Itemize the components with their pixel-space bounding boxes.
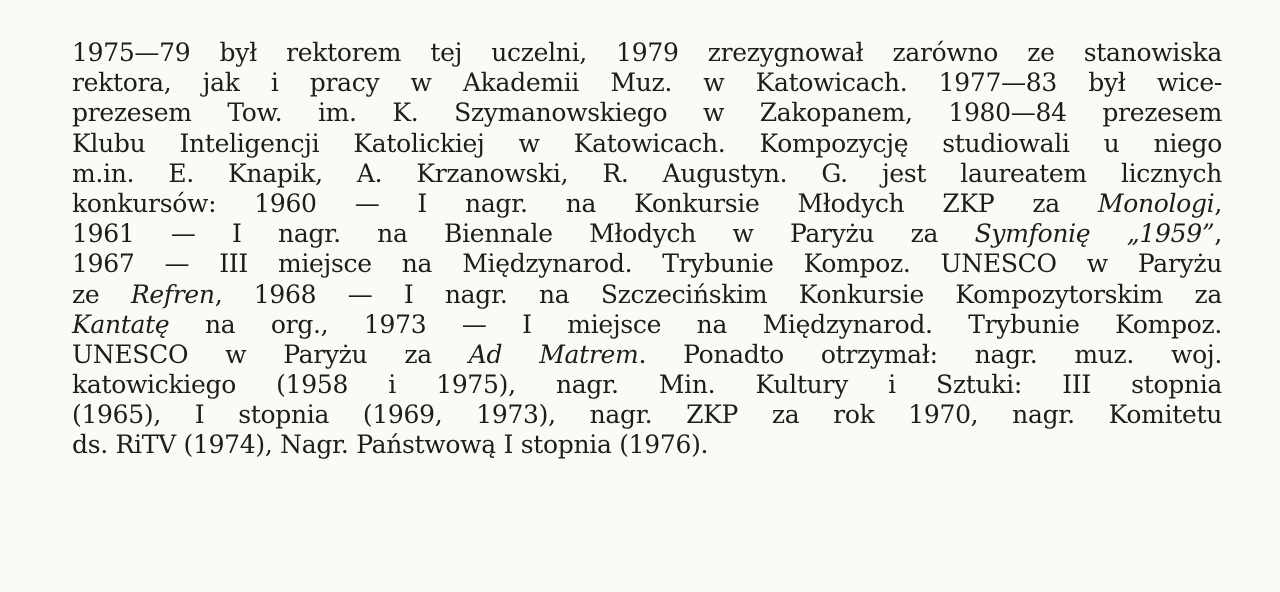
text-segment: UNESCO w Paryżu za <box>72 339 469 369</box>
text-line-4 <box>72 129 1222 159</box>
text-line-5 <box>72 159 1222 189</box>
text-segment: 1961 — I nagr. na Biennale Młodych w Paryżu za <box>72 219 975 249</box>
text-segment: , 1968 — I nagr. na Szczecińskim Konkursie Kompozytorskim za <box>214 279 1222 309</box>
text-segment: konkursów: 1960 — I nagr. na Konkursie Młodych ZKP za <box>72 188 1098 218</box>
work-title: Refren <box>130 279 215 309</box>
text-line-3 <box>72 98 1222 128</box>
text-line-12 <box>72 370 1222 400</box>
text-line-9 <box>72 280 1222 310</box>
work-title: Ad Matrem <box>468 339 639 369</box>
biography-paragraph <box>72 38 1222 461</box>
text-line-11 <box>72 340 1222 370</box>
text-segment: (1965), I stopnia (1969, 1973), nagr. ZKP za rok 1970, nagr. Komitetu <box>72 400 1222 430</box>
text-segment: , <box>1214 219 1222 249</box>
text-segment: Klubu Inteligencji Katolickiej w Katowicach. Kompozycję studiowali u niego <box>72 128 1222 158</box>
text-segment: 1967 — III miejsce na Międzynarod. Trybunie Kompoz. UNESCO w Paryżu <box>72 249 1222 279</box>
text-segment: , <box>1214 188 1222 218</box>
text-line-6 <box>72 189 1222 219</box>
work-title: Monologi <box>1097 188 1215 218</box>
work-title: Kantatę <box>72 309 170 339</box>
text-line-10 <box>72 310 1222 340</box>
text-line-8 <box>72 249 1222 279</box>
text-segment: na org., 1973 — I miejsce na Międzynarod. Trybunie Kompoz. <box>169 309 1222 339</box>
text-segment: katowickiego (1958 i 1975), nagr. Min. Kultury i Sztuki: III stopnia <box>72 370 1222 400</box>
text-segment: 1975—79 był rektorem tej uczelni, 1979 zrezygnował zarówno ze stanowiska <box>72 38 1222 67</box>
text-segment: . Ponadto otrzymał: nagr. muz. woj. <box>638 339 1222 369</box>
work-title: Symfonię „1959” <box>974 219 1215 249</box>
text-segment: prezesem Tow. im. K. Szymanowskiego w Zakopanem, 1980—84 prezesem <box>72 98 1222 128</box>
text-segment: ds. RiTV (1974), Nagr. Państwową I stopnia (1976). <box>72 430 709 460</box>
text-line-7 <box>72 219 1222 249</box>
text-segment: m.in. E. Knapik, A. Krzanowski, R. Augustyn. G. jest laureatem licznych <box>72 158 1222 188</box>
text-line-1 <box>72 38 1222 68</box>
text-segment: rektora, jak i pracy w Akademii Muz. w Katowicach. 1977—83 był wice- <box>72 68 1222 98</box>
text-line-13 <box>72 400 1222 430</box>
text-line-14 <box>72 430 1222 460</box>
text-line-2 <box>72 68 1222 98</box>
text-segment: ze <box>72 279 131 309</box>
